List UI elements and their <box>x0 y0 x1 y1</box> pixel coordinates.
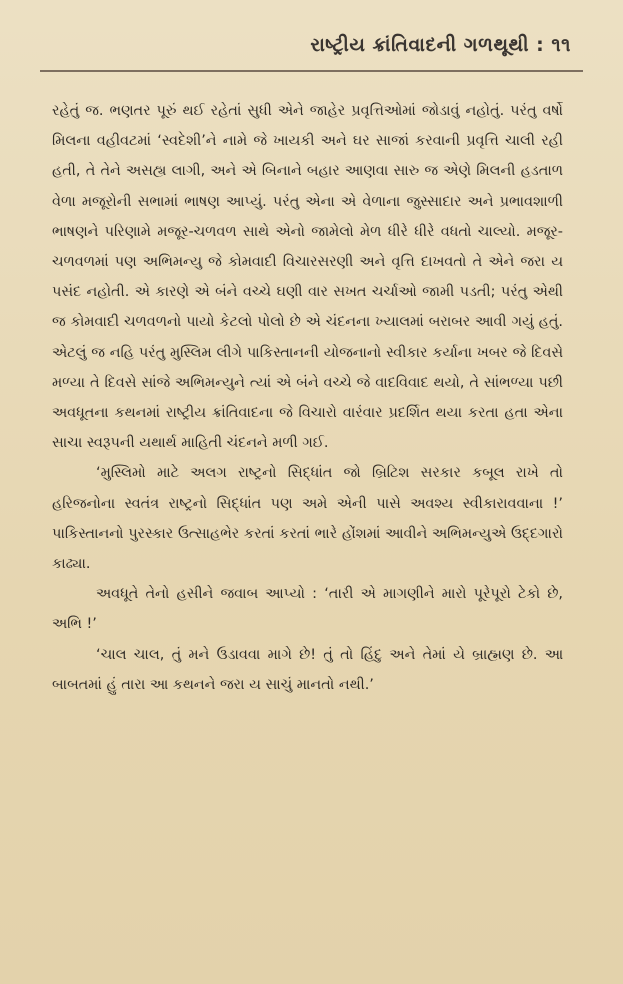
page-body <box>52 96 563 700</box>
header-divider <box>40 70 583 72</box>
paragraph-abhimanyu-response: ‘ચાલ ચાલ, તું મને ઉડાવવા માગે છે! તું તો હિંદુ અને તેમાં યે બ્રાહ્મણ છે. આ બાબતમાં હું તારા આ કથનને જરા ય સાચું માનતો નથી.’ <box>52 646 563 693</box>
paragraph-avdhoot-reply: અવધૂતે તેનો હસીને જવાબ આપ્યો : ‘તારી એ માગણીને મારો પૂરેપૂરો ટેકો છે, અભિ !’ <box>52 586 563 633</box>
paragraph-continued: રહેતું જ. ભણતર પૂરું થઈ રહેતાં સુધી એને જાહેર પ્રવૃત્તિઓમાં જોડાવું નહોતું. પરંતુ વર્ષો મિલના વહીવટમાં ‘સ્વદેશી’ને નામે જે ખાયકી અને ઘર સાજાં કરવાની પ્રવૃત્તિ ચાલી રહી હતી, તે તેને અસહ્ય લાગી, અને એ બિનાને બહાર આણવા સારુ જ એણે મિલની હડતાળ વેળા મજૂરોની સભામાં ભાષણ આપ્યું. પરંતુ એના એ વેળાના જુસ્સાદાર અને પ્રભાવશાળી ભાષણને પરિણામે મજૂર-ચળવળ સાથે એનો જામેલો મેળ ધીરે ધીરે વધતો ચાલ્યો. મજૂર-ચળવળમાં પણ અભિમન્યુ જે કોમવાદી વિચારસરણી અને વૃત્તિ દાખવતો તે એને જરા ય પસંદ નહોતી. એ કારણે એ બંને વચ્ચે ઘણી વાર સખત ચર્ચાઓ જામી પડતી; પરંતુ એથી જ કોમવાદી ચળવળનો પાયો કેટલો પોલો છે એ ચંદનના ખ્યાલમાં બરાબર આવી ગયું હતું. એટલું જ નહિ પરંતુ મુસ્લિમ લીગે પાકિસ્તાનની યોજનાનો સ્વીકાર કર્યાના ખબર જે દિવસે મળ્યા તે દિવસે સાંજે અભિમન્યુને ત્યાં એ બંને વચ્ચે જે વાદવિવાદ થયો, તે સાંભળ્યા પછી અવધૂતના કથનમાં રાષ્ટ્રીય ક્રાંતિવાદના જે વિચારો વારંવાર પ્રદર્શિત થયા કરતા હતા એના સાચા સ્વરૂપની યથાર્થ માહિતી ચંદનને મળી ગઈ. <box>52 103 563 452</box>
running-header: રાષ્ટ્રીય ક્રાંતિવાદની ગળથૂથી : ૧૧ <box>310 34 571 56</box>
paragraph-abhimanyu-remark: ‘મુસ્લિમો માટે અલગ રાષ્ટ્રનો સિદ્ધાંત જો બ્રિટિશ સરકાર કબૂલ રાખે તો હરિજનોના સ્વતંત્ર રાષ્ટ્રનો સિદ્ધાંત પણ અમે એની પાસે અવશ્ય સ્વીકારાવવાના !’ પાકિસ્તાનનો પુરસ્કાર ઉત્સાહભેર કરતાં કરતાં ભારે હોંશમાં આવીને અભિમન્યુએ ઉદ્દગારો કાઢ્યા. <box>52 465 563 573</box>
